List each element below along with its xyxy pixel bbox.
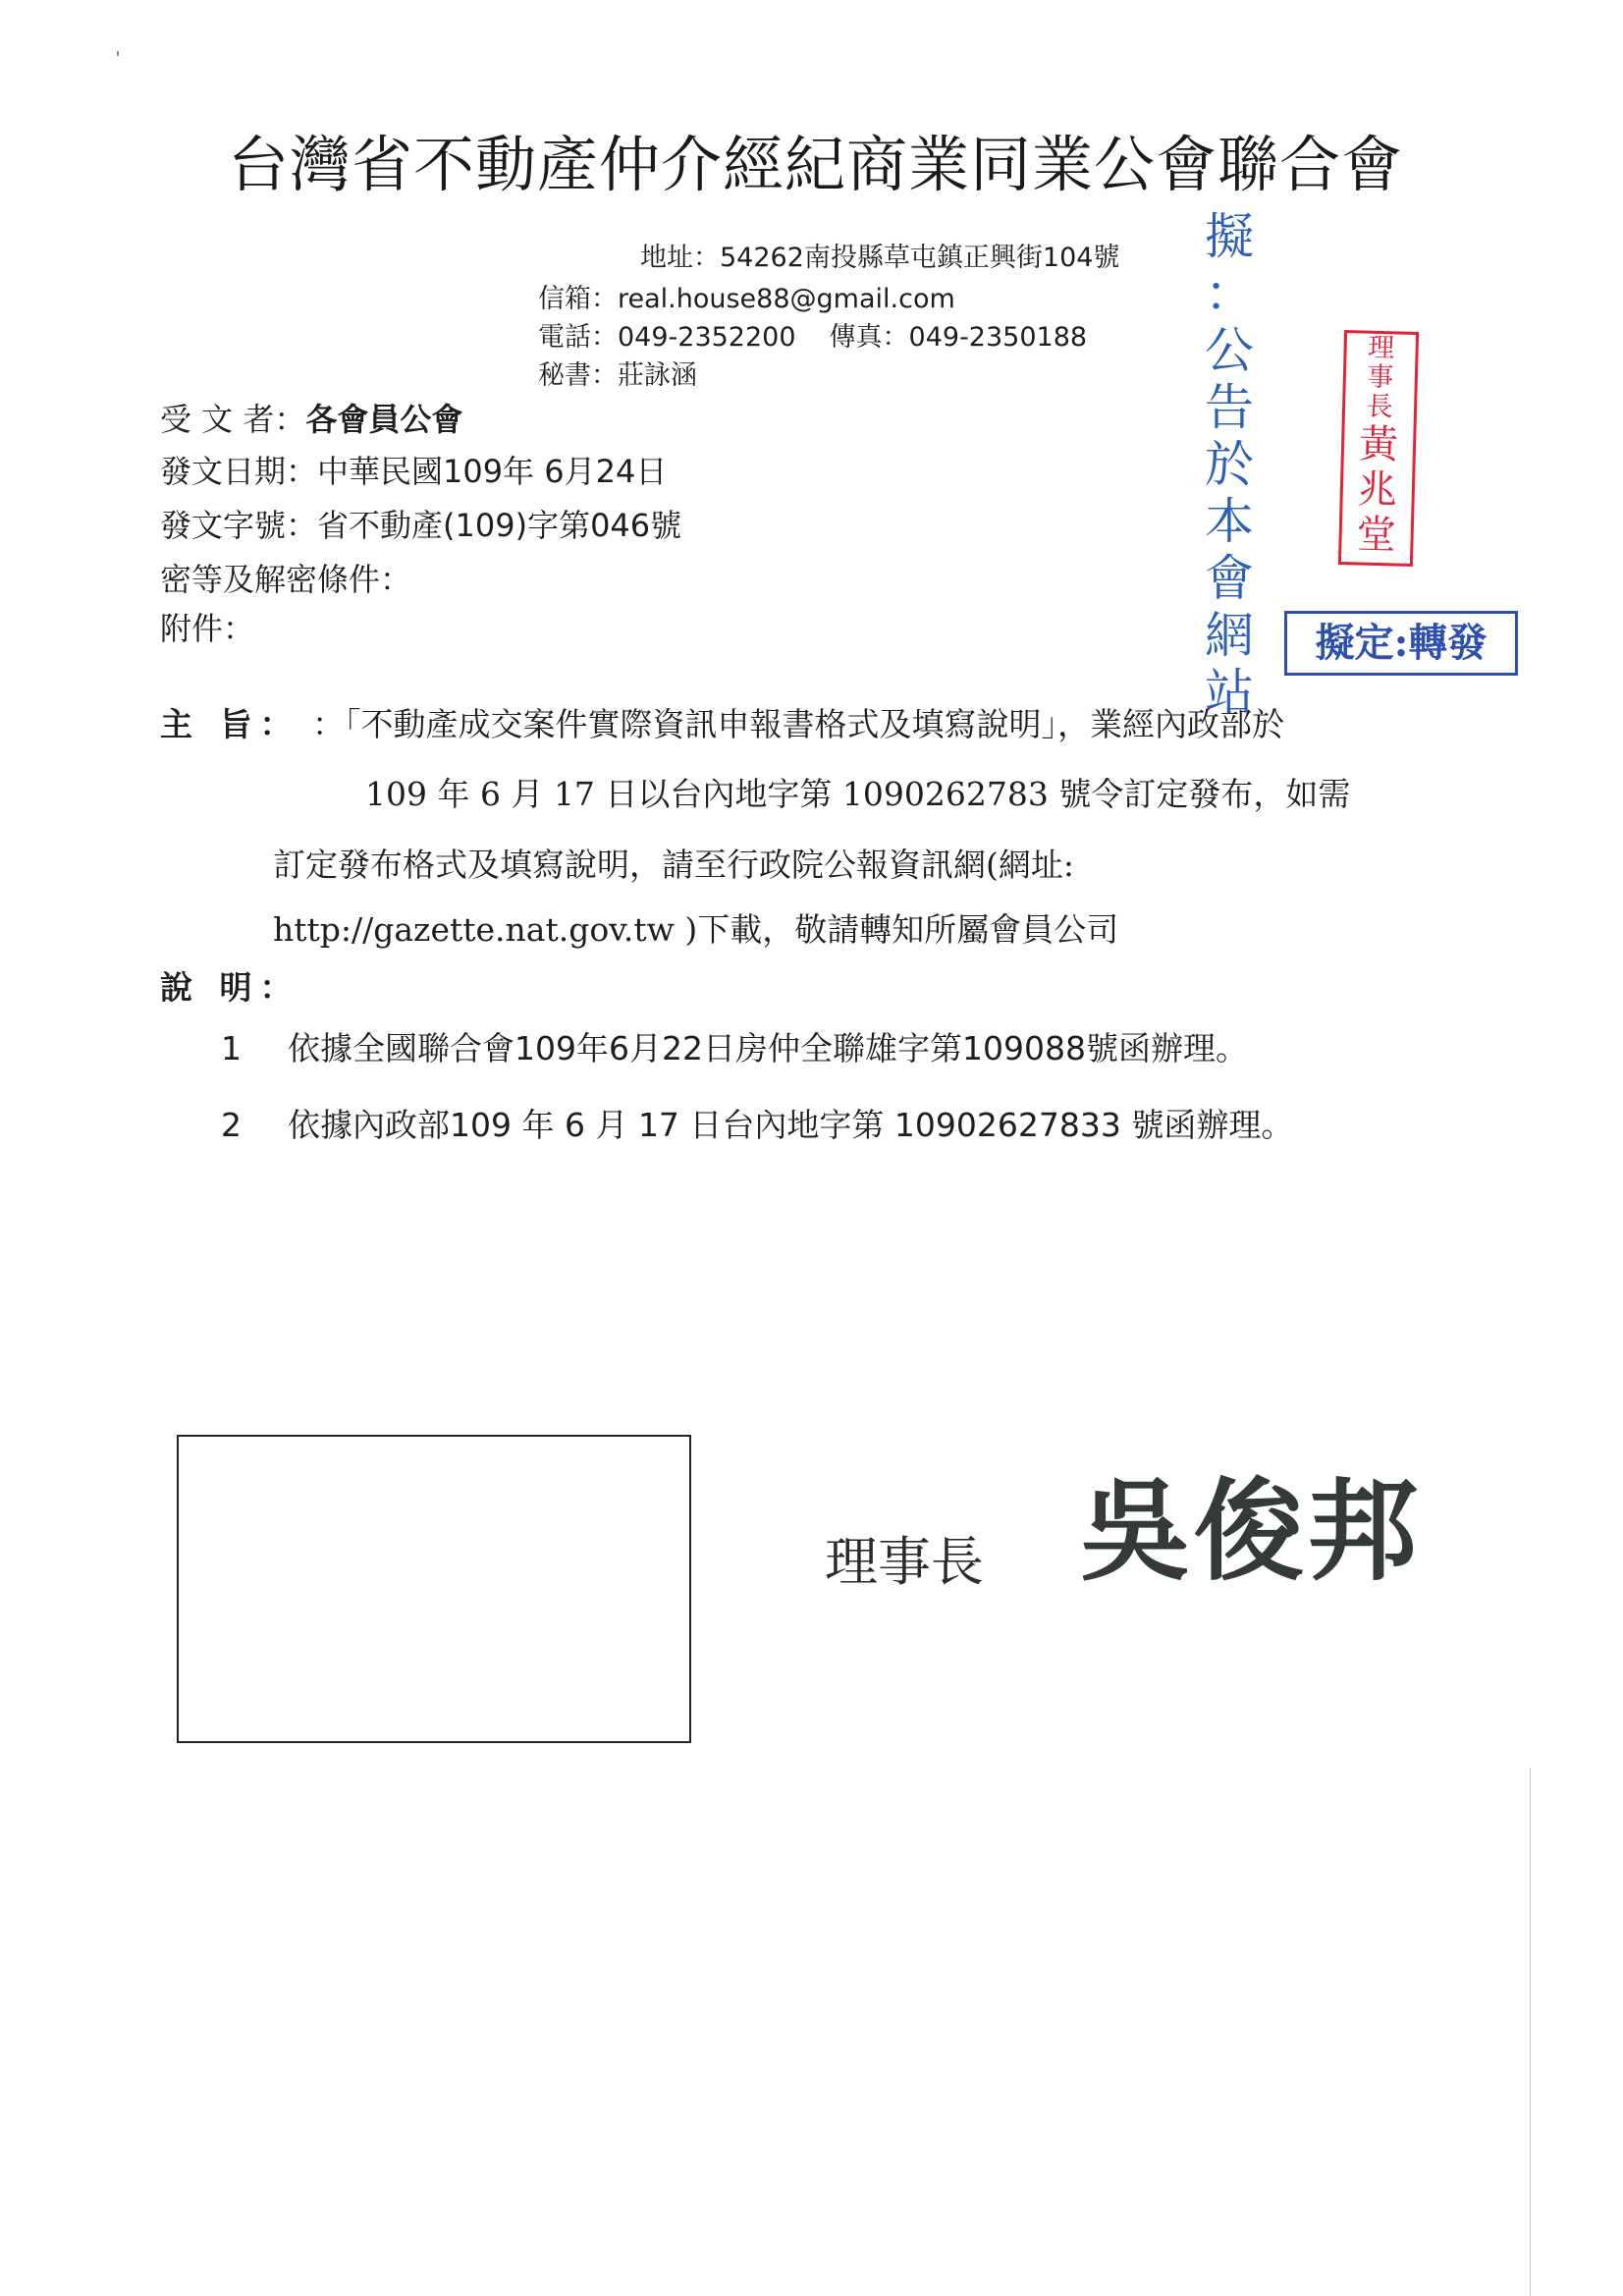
organization-title: 台灣省不動產仲介經紀商業同業公會聯合會 — [228, 129, 1404, 200]
date-line — [160, 447, 667, 492]
explanation-item — [221, 1100, 1293, 1146]
scan-speck — [117, 51, 119, 56]
stamp-char: 擬 — [1205, 208, 1254, 265]
item-number: 1 — [221, 1029, 242, 1067]
classification-line: 密等及解密條件： — [160, 561, 412, 598]
vertical-approval-stamp — [1200, 208, 1259, 721]
stamp-char: ： — [1205, 265, 1254, 322]
doc-number-value: 省不動產(109)字第046號 — [317, 507, 682, 544]
recipient-value: 各會員公會 — [305, 401, 463, 438]
subject-line-4: http://gazette.nat.gov.tw )下載，敬請轉知所屬會員公司 — [273, 910, 1119, 949]
explanation-item — [221, 1023, 1248, 1069]
secretary-label: 秘書： — [538, 360, 618, 391]
stamp-char: 本 — [1205, 493, 1254, 550]
doc-number-label: 發文字號： — [160, 507, 318, 544]
subject-line-2: 109 年 6 月 17 日以台內地字第 1090262783 號令訂定發布，如需 — [365, 775, 1351, 813]
subject-label: 主 旨： — [160, 705, 300, 743]
scan-edge-line — [1530, 1768, 1531, 2296]
recipient-label: 受 文 者： — [160, 401, 306, 438]
secretary-value: 莊詠涵 — [618, 360, 697, 391]
email-value: real.house88@gmail.com — [618, 284, 955, 314]
subject-line-1: ：「不動產成交案件實際資訊申報書格式及填寫說明」，業經內政部於 — [312, 705, 1284, 743]
recipient-line — [160, 395, 462, 440]
stamp-char: 網 — [1205, 607, 1254, 664]
email-line — [538, 277, 955, 315]
seal-placeholder-box — [177, 1435, 691, 1743]
stamp-char: 站 — [1205, 664, 1254, 721]
seal-char: 理 — [1367, 332, 1395, 364]
phone-line — [538, 315, 1087, 354]
signature-name: 吳俊邦 — [1080, 1468, 1422, 1596]
seal-char: 黃 — [1358, 421, 1399, 468]
address-value: 54262南投縣草屯鎮正興街104號 — [720, 243, 1120, 273]
phone-label: 電話： — [538, 322, 618, 353]
fax-value: 049-2350188 — [908, 322, 1088, 353]
signature-title: 理事長 — [825, 1531, 984, 1593]
subject-line-3: 訂定發布格式及填寫說明，請至行政院公報資訊網(網址: — [273, 846, 1074, 884]
seal-char: 兆 — [1357, 466, 1398, 514]
fax-label: 傳真： — [829, 322, 909, 353]
forward-decision-stamp: 擬定:轉發 — [1284, 611, 1518, 676]
seal-char: 堂 — [1356, 512, 1397, 559]
phone-value: 049-2352200 — [618, 322, 796, 353]
date-label: 發文日期： — [160, 453, 318, 490]
seal-char: 事 — [1366, 361, 1394, 394]
address-line — [640, 236, 1119, 274]
item-number: 2 — [221, 1106, 242, 1144]
chairman-seal-stamp — [1338, 330, 1419, 567]
date-value: 中華民國109年 6月24日 — [317, 453, 668, 490]
stamp-char: 公 — [1205, 322, 1254, 379]
item-text: 依據內政部109 年 6 月 17 日台內地字第 10902627833 號函辦理。 — [288, 1106, 1294, 1144]
doc-number-line — [160, 501, 681, 546]
address-label: 地址： — [640, 243, 720, 273]
email-label: 信箱： — [538, 284, 618, 314]
secretary-line — [538, 354, 697, 392]
explanation-label: 說 明： — [160, 968, 300, 1007]
stamp-char: 告 — [1205, 379, 1254, 436]
stamp-char: 會 — [1205, 550, 1254, 607]
item-text: 依據全國聯合會109年6月22日房仲全聯雄字第109088號函辦理。 — [288, 1029, 1248, 1067]
attachment-line: 附件： — [160, 610, 255, 647]
seal-char: 長 — [1366, 391, 1394, 423]
stamp-char: 於 — [1205, 436, 1254, 493]
